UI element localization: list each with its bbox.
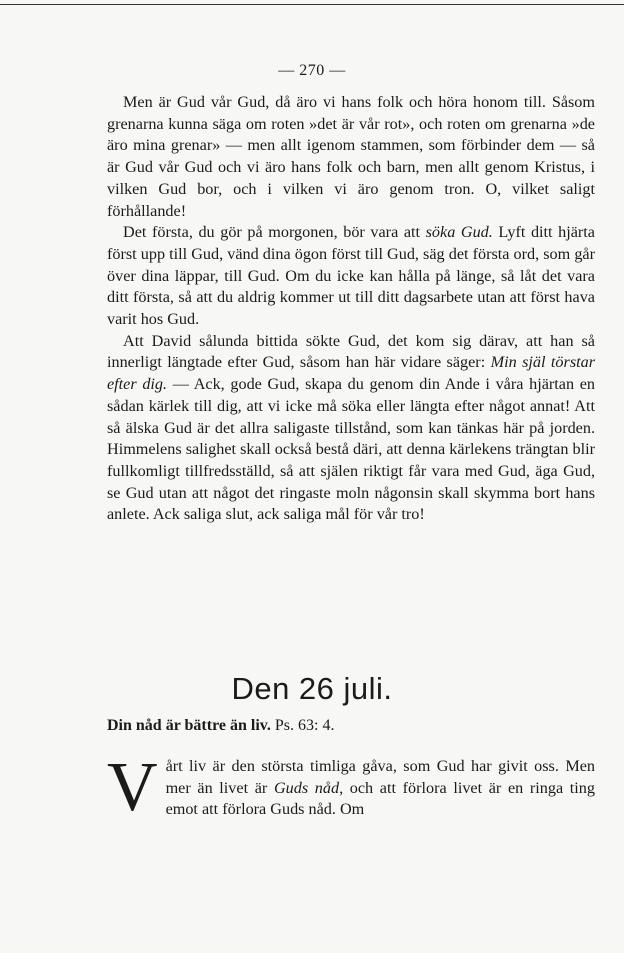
page-number: — 270 — bbox=[278, 62, 346, 79]
paragraph-3-emphasis: Min själ törstar efter dig. bbox=[107, 353, 596, 394]
section-heading: Den 26 juli. bbox=[231, 671, 393, 706]
section-text-a: årt liv är den största timliga gåva, som Gud har givit oss. Men mer än livet är bbox=[165, 757, 595, 797]
drop-cap: V bbox=[107, 749, 158, 826]
paragraph-2 bbox=[107, 222, 595, 331]
paragraph-3-text-a: Att David sålunda bittida sökte Gud, det kom sig därav, att han så innerligt längtade efter Gud, såsom han här vidare säger: bbox=[107, 331, 595, 372]
paragraph-1-text: Men är Gud vår Gud, då äro vi hans folk och höra honom till. Såsom grenarna kunna säga om roten »det är vår rot», och roten om grenarna »de äro mina grenar» — men allt igenom stammen, som förbinder dem — så är Gud vår Gud och vi äro hans folk och barn, men allt genom Kristus, i vilken Gud bor, och i vilken vi äro genom tron. O, vilket saligt förhållande! bbox=[107, 93, 595, 220]
section-text-b: och att förlora livet är en ringa ting emot att förlora Guds nåd. Om bbox=[165, 778, 595, 819]
scripture-verse bbox=[107, 717, 595, 735]
paragraph-2-text-a: Det första, du gör på morgonen, bör vara att bbox=[123, 223, 426, 242]
paragraph-3-text-b: — Ack, gode Gud, skapa du genom din Ande i våra hjärtan en sådan kärlek till dig, att vi icke må söka eller längta efter något annat! Att så älska Gud är det allra saligaste tillstånd, som kan tänkas här på jorden. Himmelens salighet skall också bestå däri, att denna kärlekens trängtan blir fullkomligt tillfredsställd, så att själen riktigt får vara med Gud, äga Gud, se Gud utan att något det ringaste moln någonsin skall skymma bort hans anlete. Ack saliga slut, ack saliga mål för vår tro! bbox=[107, 375, 595, 524]
top-rule bbox=[0, 4, 624, 5]
paragraph-1 bbox=[107, 92, 595, 222]
body-text bbox=[107, 92, 595, 526]
paragraph-3 bbox=[107, 331, 595, 526]
section-paragraph-text bbox=[107, 749, 595, 826]
scripture-reference: Ps. 63: 4. bbox=[274, 717, 335, 734]
paragraph-2-text-b: Lyft ditt hjärta först upp till Gud, vänd dina ögon först till Gud, säg det första ord, som går över dina läppar, till Gud. Om du icke kan hålla på länge, så låt det vara ditt första, så att du aldrig kommer ut till ditt dagsarbete utan att först hava varit hos Gud. bbox=[107, 223, 595, 329]
paragraph-2-emphasis: söka Gud. bbox=[425, 223, 493, 242]
section-paragraph bbox=[107, 749, 595, 826]
section-emphasis: Guds nåd, bbox=[273, 778, 344, 797]
scripture-text: Din nåd är bättre än liv. bbox=[107, 717, 271, 734]
